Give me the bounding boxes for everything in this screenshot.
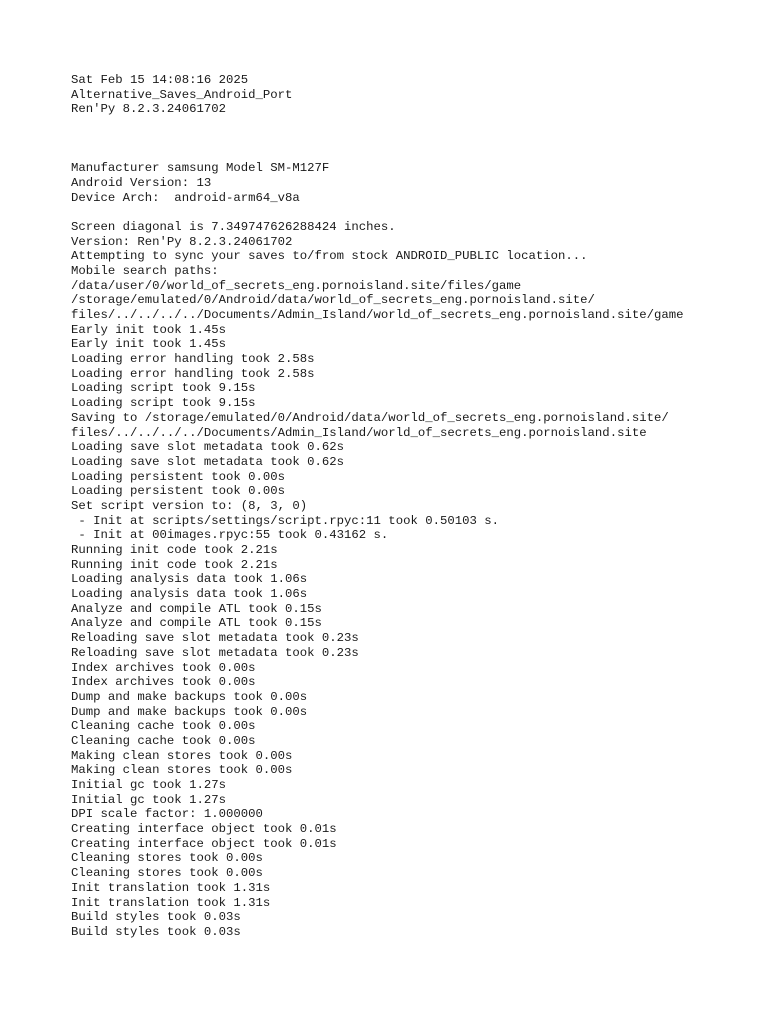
log-line: DPI scale factor: 1.000000 bbox=[71, 807, 263, 822]
log-line: Loading error handling took 2.58s bbox=[71, 366, 315, 381]
log-line: files/../../../../Documents/Admin_Island/world_of_secrets_eng.pornoisland.site/game bbox=[71, 308, 684, 322]
log-line: Loading persistent took 0.00s bbox=[71, 484, 286, 499]
log-line: Attempting to sync your saves to/from stock ANDROID_PUBLIC location... bbox=[71, 249, 588, 264]
log-line: Saving to /storage/emulated/0/Android/data/world_of_secrets_eng.pornoisland.site/ bbox=[71, 410, 669, 425]
log-line: Making clean stores took 0.00s bbox=[71, 748, 293, 763]
log-line: Loading analysis data took 1.06s bbox=[71, 572, 308, 587]
log-line: Loading error handling took 2.58s bbox=[71, 352, 315, 367]
log-line: /storage/emulated/0/Android/data/world_of_secrets_eng.pornoisland.site/ bbox=[71, 293, 595, 308]
log-line: Build styles took 0.03s bbox=[71, 924, 241, 939]
log-line: Cleaning cache took 0.00s bbox=[71, 719, 256, 734]
log-line: Loading save slot metadata took 0.62s bbox=[71, 440, 345, 455]
log-line: Early init took 1.45s bbox=[71, 337, 226, 352]
log-text bbox=[71, 73, 761, 940]
log-line: Reloading save slot metadata took 0.23s bbox=[71, 645, 359, 660]
log-line: Initial gc took 1.27s bbox=[71, 792, 226, 807]
log-line: Manufacturer samsung Model SM-M127F bbox=[71, 161, 330, 176]
log-line: Init translation took 1.31s bbox=[71, 895, 271, 910]
log-line: Index archives took 0.00s bbox=[71, 675, 256, 690]
log-line: Analyze and compile ATL took 0.15s bbox=[71, 616, 322, 631]
log-line: Loading analysis data took 1.06s bbox=[71, 587, 308, 602]
log-line bbox=[71, 205, 761, 220]
log-line: Dump and make backups took 0.00s bbox=[71, 704, 308, 719]
log-line: Making clean stores took 0.00s bbox=[71, 763, 293, 778]
log-line: Set script version to: (8, 3, 0) bbox=[71, 498, 308, 513]
log-line: Cleaning cache took 0.00s bbox=[71, 733, 256, 748]
log-line: Dump and make backups took 0.00s bbox=[71, 689, 308, 704]
log-line: Device Arch: android-arm64_v8a bbox=[71, 190, 300, 205]
log-line: Screen diagonal is 7.349747626288424 inches. bbox=[71, 219, 396, 234]
log-line: Loading save slot metadata took 0.62s bbox=[71, 454, 345, 469]
log-line: Mobile search paths: bbox=[71, 263, 219, 278]
log-line: /data/user/0/world_of_secrets_eng.pornoisland.site/files/game bbox=[71, 278, 522, 293]
log-line: - Init at 00images.rpyc:55 took 0.43162 s. bbox=[71, 528, 389, 543]
log-line: Loading script took 9.15s bbox=[71, 381, 256, 396]
log-line: Loading script took 9.15s bbox=[71, 396, 256, 411]
log-line: Creating interface object took 0.01s bbox=[71, 822, 337, 837]
log-line bbox=[71, 117, 761, 132]
log-line: Cleaning stores took 0.00s bbox=[71, 851, 263, 866]
log-line: Ren'Py 8.2.3.24061702 bbox=[71, 102, 226, 117]
log-line: Early init took 1.45s bbox=[71, 322, 226, 337]
log-line: Cleaning stores took 0.00s bbox=[71, 866, 263, 881]
log-line: Android Version: 13 bbox=[71, 175, 212, 190]
log-line: Index archives took 0.00s bbox=[71, 660, 256, 675]
log-line: Version: Ren'Py 8.2.3.24061702 bbox=[71, 234, 293, 249]
log-line: Running init code took 2.21s bbox=[71, 557, 278, 572]
log-line: files/../../../../Documents/Admin_Island/world_of_secrets_eng.pornoisland.site bbox=[71, 425, 647, 440]
log-line: Alternative_Saves_Android_Port bbox=[71, 87, 293, 102]
log-line: Creating interface object took 0.01s bbox=[71, 836, 337, 851]
log-line bbox=[71, 132, 761, 147]
log-line: Build styles took 0.03s bbox=[71, 910, 241, 925]
log-line: Sat Feb 15 14:08:16 2025 bbox=[71, 73, 249, 87]
log-line bbox=[71, 146, 761, 161]
log-line: Init translation took 1.31s bbox=[71, 880, 271, 895]
log-line: Reloading save slot metadata took 0.23s bbox=[71, 631, 359, 646]
log-line: Loading persistent took 0.00s bbox=[71, 469, 286, 484]
log-line: Initial gc took 1.27s bbox=[71, 778, 226, 792]
log-line: Analyze and compile ATL took 0.15s bbox=[71, 601, 322, 616]
log-line: Running init code took 2.21s bbox=[71, 543, 278, 557]
log-line: - Init at scripts/settings/script.rpyc:11 took 0.50103 s. bbox=[71, 513, 500, 528]
